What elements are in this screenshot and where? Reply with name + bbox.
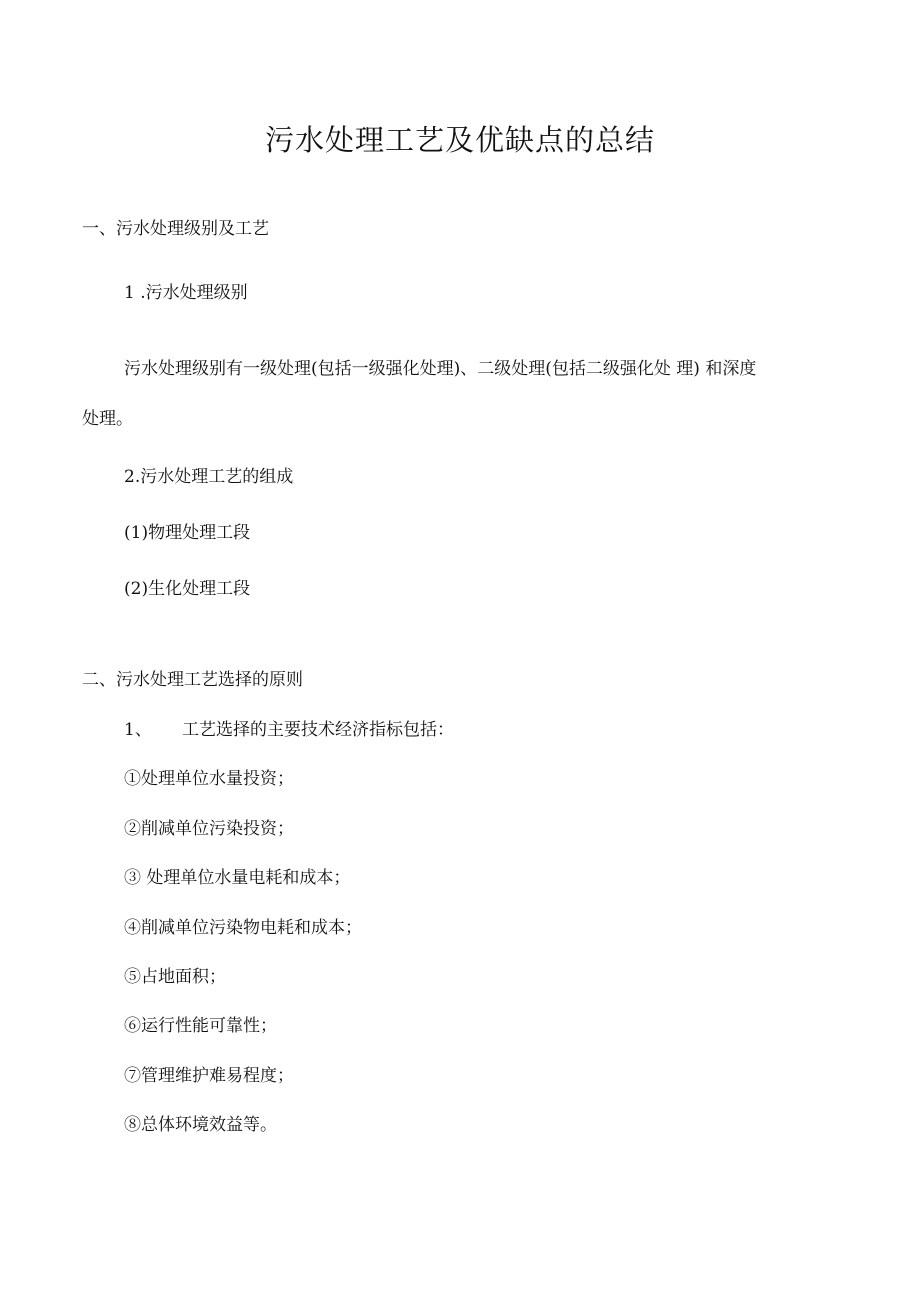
indicator-item: ⑤占地面积； (124, 967, 226, 987)
section-2-sub-1-number: 1、 (124, 720, 152, 740)
paragraph-line-2: 处理。 (82, 409, 133, 429)
indicator-item: ③ 处理单位水量电耗和成本； (124, 868, 351, 888)
page-title: 污水处理工艺及优缺点的总结 (264, 123, 655, 157)
section-2-heading: 二、污水处理工艺选择的原则 (82, 670, 303, 690)
indicator-item: ⑥运行性能可靠性； (124, 1016, 277, 1036)
section-2-sub-1 (124, 719, 454, 741)
indicator-item: ①处理单位水量投资； (124, 769, 294, 789)
indicator-item: ④削减单位污染物电耗和成本； (124, 918, 362, 938)
indicator-item: ②削减单位污染投资； (124, 819, 294, 839)
section-1-heading: 一、污水处理级别及工艺 (82, 219, 269, 239)
list-item-physical: (1)物理处理工段 (124, 523, 251, 543)
list-item-biochemical: (2)生化处理工段 (124, 579, 251, 599)
section-1-sub-2: 2.污水处理工艺的组成 (124, 467, 294, 487)
indicator-item: ⑧总体环境效益等。 (124, 1115, 277, 1135)
paragraph-line-1: 污水处理级别有一级处理(包括一级强化处理)、二级处理(包括二级强化处 理) 和深度 (124, 359, 757, 379)
indicator-item: ⑦管理维护难易程度； (124, 1066, 294, 1086)
section-2-sub-1-text: 工艺选择的主要技术经济指标包括： (182, 720, 454, 740)
section-1-sub-1: 1 .污水处理级别 (124, 283, 248, 303)
